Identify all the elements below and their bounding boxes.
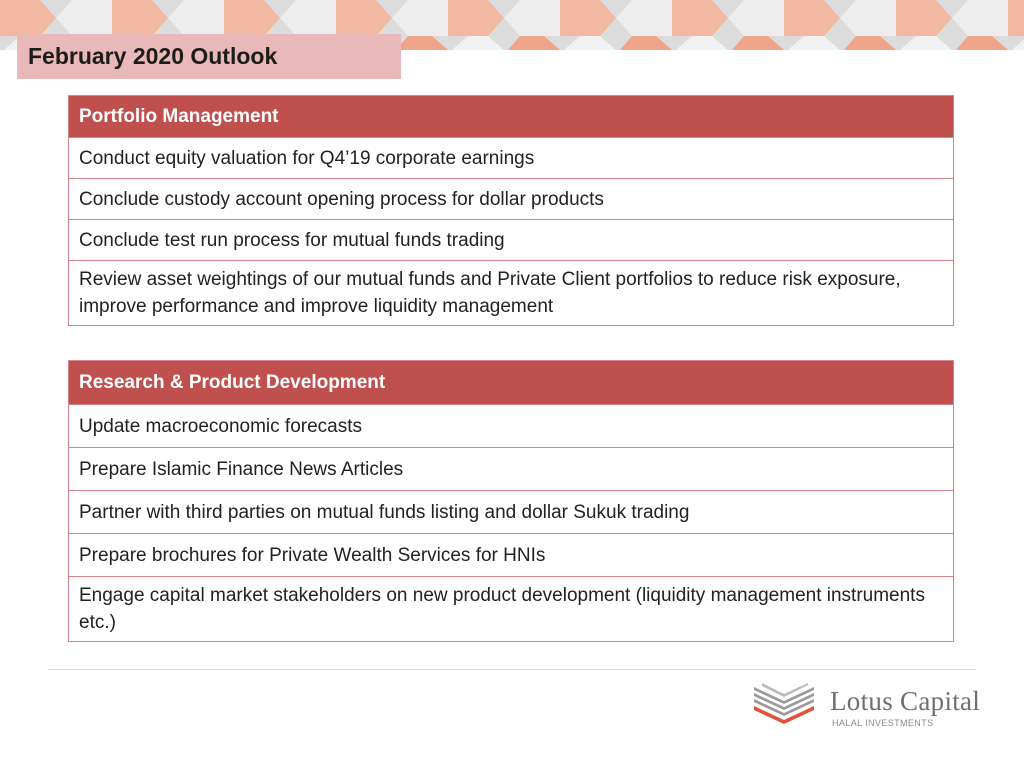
page-title: February 2020 Outlook: [17, 34, 401, 79]
table-row: Conduct equity valuation for Q4’19 corporate earnings: [69, 137, 953, 178]
table-header: Research & Product Development: [69, 361, 953, 404]
logo-name: Lotus Capital: [830, 686, 981, 716]
table-row: Partner with third parties on mutual funds listing and dollar Sukuk trading: [69, 490, 953, 533]
table-row: Update macroeconomic forecasts: [69, 404, 953, 447]
table-row: Review asset weightings of our mutual funds and Private Client portfolios to reduce risk exposure, improve performance and improve liquidity management: [69, 260, 953, 325]
footer-divider: [48, 669, 976, 670]
table-header: Portfolio Management: [69, 96, 953, 137]
logo-tagline: HALAL INVESTMENTS: [832, 718, 934, 728]
table-row: Engage capital market stakeholders on new product development (liquidity management instruments etc.): [69, 576, 953, 641]
research-product-development-table: [68, 360, 954, 642]
portfolio-management-table: [68, 95, 954, 326]
lotus-capital-logo-icon: [752, 680, 818, 728]
table-row: Prepare brochures for Private Wealth Services for HNIs: [69, 533, 953, 576]
table-row: Prepare Islamic Finance News Articles: [69, 447, 953, 490]
table-row: Conclude test run process for mutual funds trading: [69, 219, 953, 260]
table-row: Conclude custody account opening process for dollar products: [69, 178, 953, 219]
